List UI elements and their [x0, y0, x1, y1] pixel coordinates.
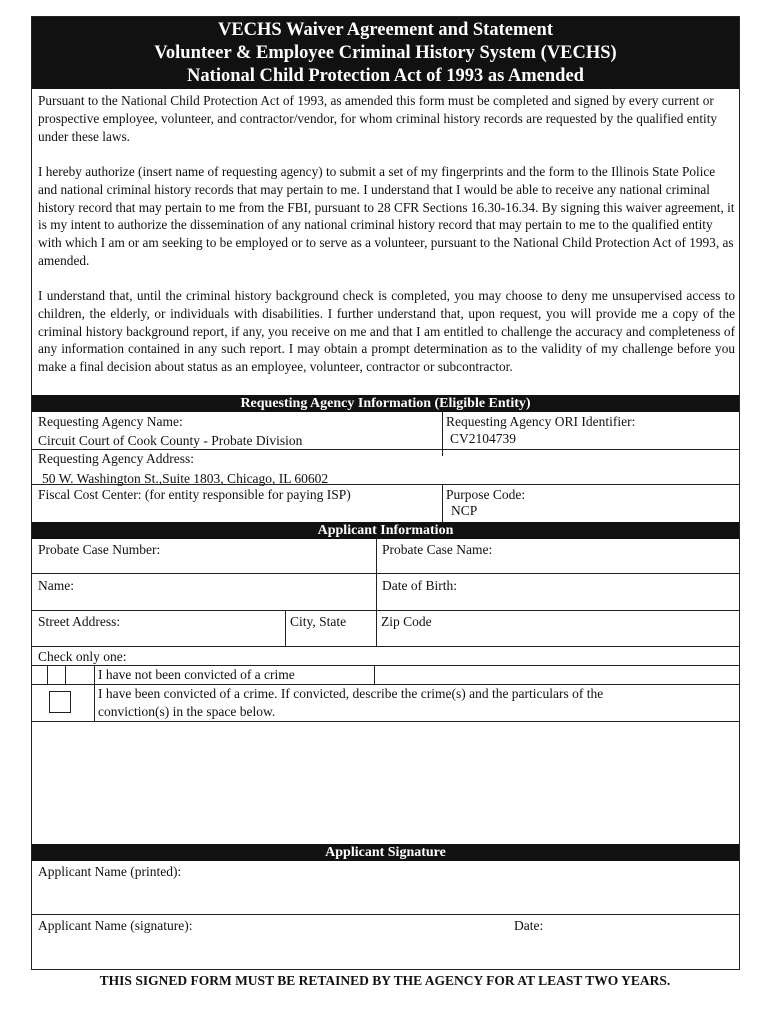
conviction-description-area[interactable]: [32, 722, 739, 843]
convicted-checkbox[interactable]: [49, 691, 71, 713]
divider: [94, 665, 95, 721]
option-convicted-line2[interactable]: conviction(s) in the space below.: [98, 704, 276, 719]
divider: [32, 573, 739, 574]
signature-section-header: Applicant Signature: [32, 844, 739, 861]
street-address-label[interactable]: Street Address:: [38, 614, 121, 629]
agency-name-label: Requesting Agency Name:: [38, 414, 183, 429]
divider: [376, 539, 377, 646]
divider: [285, 610, 286, 646]
divider: [32, 484, 739, 485]
probate-case-name-label[interactable]: Probate Case Name:: [382, 542, 493, 557]
form-subtitle-act: National Child Protection Act of 1993 as Amended: [187, 66, 584, 86]
agency-ori-label: Requesting Agency ORI Identifier:: [446, 414, 636, 429]
divider: [32, 646, 739, 647]
purpose-code-label: Purpose Code:: [446, 487, 526, 502]
authorization-paragraph: I hereby authorize (insert name of requesting agency) to submit a set of my fingerprints and the form to the Illinois State Police and national criminal history records that may pertain to me. I understand that I would be able to receive any national criminal history record that may pertain to me from the FBI, pursuant to 28 CFR Sections 16.30-16.34. By signing this waiver agreement, it is my intent to authorize the dissemination of any national criminal history record that may pertain to me to the qualified entity with which I am or am seeking to be employed or to serve as a volunteer, pursuant to the National Child Protection Act of 1993, as amended.: [38, 164, 735, 268]
option-convicted-line1[interactable]: I have been convicted of a crime. If convicted, describe the crime(s) and the particulars of the: [98, 686, 604, 701]
retention-notice: THIS SIGNED FORM MUST BE RETAINED BY THE AGENCY FOR AT LEAST TWO YEARS.: [99, 973, 671, 988]
fiscal-cost-center-label: Fiscal Cost Center: (for entity responsible for paying ISP): [38, 487, 351, 502]
applicant-name-label[interactable]: Name:: [38, 578, 74, 593]
vechs-waiver-form: [31, 16, 740, 970]
option-not-convicted[interactable]: I have not been convicted of a crime: [98, 667, 295, 682]
divider: [32, 610, 739, 611]
agency-name-value[interactable]: Circuit Court of Cook County - Probate Division: [38, 433, 303, 448]
applicant-signature-label[interactable]: Applicant Name (signature):: [38, 918, 193, 933]
rights-paragraph: I understand that, until the criminal history background check is completed, you may choose to deny me unsupervised access to children, the elderly, or individuals with disabilities. I further understand that, upon request, you will provide me a copy of the criminal history background report, if any, you receive on me and that I am entitled to challenge the accuracy and completeness of any information contained in any such report. I may obtain a prompt determination as to the validity of my challenge before you make a final decision about status as an employee, volunteer, contractor or subcontractor.: [38, 288, 735, 375]
divider: [374, 665, 375, 684]
date-of-birth-label[interactable]: Date of Birth:: [382, 578, 457, 593]
applicant-section-header: Applicant Information: [32, 522, 739, 539]
check-only-one-label: Check only one:: [38, 649, 127, 664]
divider: [442, 484, 443, 522]
agency-ori-value[interactable]: CV2104739: [450, 431, 517, 446]
signature-date-label[interactable]: Date:: [514, 918, 544, 933]
form-title-block: [32, 17, 739, 89]
applicant-name-printed-label[interactable]: Applicant Name (printed):: [38, 864, 182, 879]
agency-address-label: Requesting Agency Address:: [38, 451, 194, 466]
divider: [32, 914, 739, 915]
agency-section-header: Requesting Agency Information (Eligible Entity): [32, 395, 739, 412]
divider: [47, 665, 48, 684]
purpose-code-value[interactable]: NCP: [451, 503, 478, 518]
form-title: VECHS Waiver Agreement and Statement: [217, 20, 554, 40]
divider: [65, 665, 66, 684]
city-state-label[interactable]: City, State: [290, 614, 347, 629]
intro-paragraph-1: Pursuant to the National Child Protection Act of 1993, as amended this form must be completed and signed by every current or prospective employee, volunteer, and contractor/vendor, for whom criminal history records are requested by the qualified entity under these laws.: [38, 93, 718, 144]
probate-case-number-label[interactable]: Probate Case Number:: [38, 542, 161, 557]
form-subtitle: Volunteer & Employee Criminal History System (VECHS): [154, 43, 617, 63]
agency-address-value[interactable]: 50 W. Washington St.,Suite 1803, Chicago, IL 60602: [42, 471, 329, 486]
zip-code-label[interactable]: Zip Code: [381, 614, 432, 629]
